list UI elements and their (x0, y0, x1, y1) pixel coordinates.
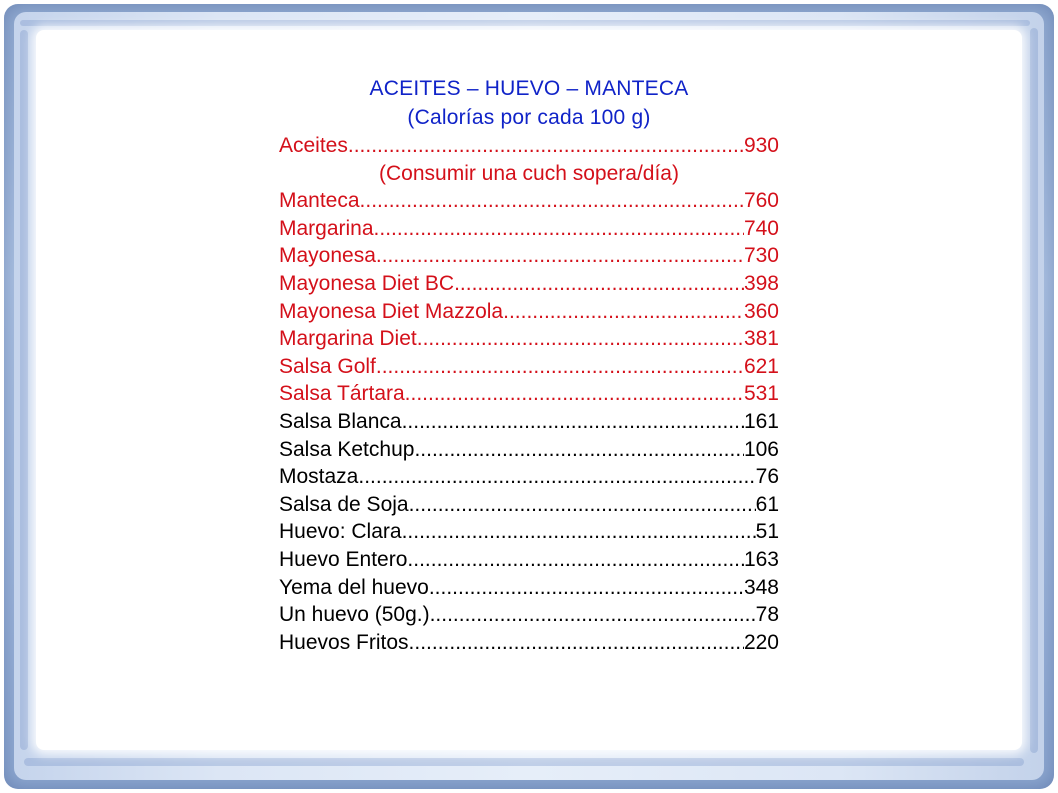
leader-dots (503, 298, 744, 326)
item-label: Mayonesa (279, 244, 376, 268)
list-item (279, 574, 779, 602)
list-item (279, 325, 779, 353)
item-value: 621 (743, 354, 779, 378)
item-value: 61 (755, 492, 779, 516)
item-label: Mayonesa Diet BC (279, 271, 455, 295)
leader-dots (376, 353, 744, 381)
list-item (279, 132, 779, 160)
item-value: 106 (743, 437, 779, 461)
item-value: 930 (743, 134, 779, 157)
leader-dots (429, 574, 744, 602)
item-value: 381 (743, 327, 779, 351)
item-label: Salsa Golf (279, 354, 376, 378)
item-label: Margarina (279, 216, 374, 240)
leader-dots (402, 408, 744, 436)
list-item (279, 353, 779, 381)
item-value: 531 (743, 382, 779, 406)
item-label: Salsa Ketchup (279, 437, 415, 461)
calorie-list (279, 132, 779, 656)
item-value: 51 (755, 520, 779, 544)
page-title: ACEITES – HUEVO – MANTECA (369, 77, 689, 100)
list-item (279, 242, 779, 270)
list-item (279, 270, 779, 298)
item-label: Margarina Diet (279, 327, 417, 351)
leader-dots (414, 436, 744, 464)
leader-dots (407, 546, 744, 574)
item-value: 348 (743, 575, 779, 599)
list-item (279, 187, 779, 215)
item-value: 740 (743, 216, 779, 240)
leader-dots (417, 325, 744, 353)
item-value: 220 (743, 630, 779, 654)
list-item (279, 463, 779, 491)
leader-dots (374, 215, 744, 243)
list-item (279, 629, 779, 657)
item-label: Salsa Blanca (279, 409, 402, 433)
list-item (279, 546, 779, 574)
leader-dots (348, 132, 744, 160)
item-label: Un huevo (50g.) (279, 603, 430, 627)
item-value: 161 (743, 409, 779, 433)
item-label: Huevos Fritos (279, 630, 409, 654)
frame-brush-stroke (24, 758, 1024, 766)
leader-dots (358, 463, 755, 491)
list-item (279, 518, 779, 546)
item-value: 76 (755, 465, 779, 489)
page-subtitle: (Calorías por cada 100 g) (407, 106, 651, 129)
leader-dots (409, 629, 744, 657)
list-item (279, 298, 779, 326)
frame-brush-stroke (20, 20, 1030, 26)
item-value: 163 (743, 547, 779, 571)
consumption-note: (Consumir una cuch sopera/día) (379, 161, 679, 185)
leader-dots (405, 380, 744, 408)
list-item (279, 408, 779, 436)
item-value: 398 (743, 271, 779, 295)
item-label: Mayonesa Diet Mazzola (279, 299, 504, 323)
leader-dots (409, 491, 756, 519)
item-value: 78 (755, 603, 779, 627)
leader-dots (360, 187, 744, 215)
item-label: Huevo: Clara (279, 520, 402, 544)
item-value: 360 (743, 299, 779, 323)
item-value: 760 (743, 189, 779, 213)
item-label: Aceites (279, 134, 348, 157)
leader-dots (402, 518, 756, 546)
item-label: Yema del huevo (279, 575, 429, 599)
item-label: Salsa de Soja (279, 492, 409, 516)
item-label: Mostaza (279, 465, 359, 489)
item-label: Manteca (279, 189, 360, 213)
list-item (279, 601, 779, 629)
content (0, 74, 1058, 656)
list-item (279, 380, 779, 408)
item-label: Huevo Entero (279, 547, 408, 571)
list-item (279, 436, 779, 464)
item-label: Salsa Tártara (279, 382, 405, 406)
leader-dots (430, 601, 756, 629)
item-value: 730 (743, 244, 779, 268)
list-item (279, 215, 779, 243)
leader-dots (454, 270, 744, 298)
leader-dots (376, 242, 744, 270)
list-item (279, 491, 779, 519)
